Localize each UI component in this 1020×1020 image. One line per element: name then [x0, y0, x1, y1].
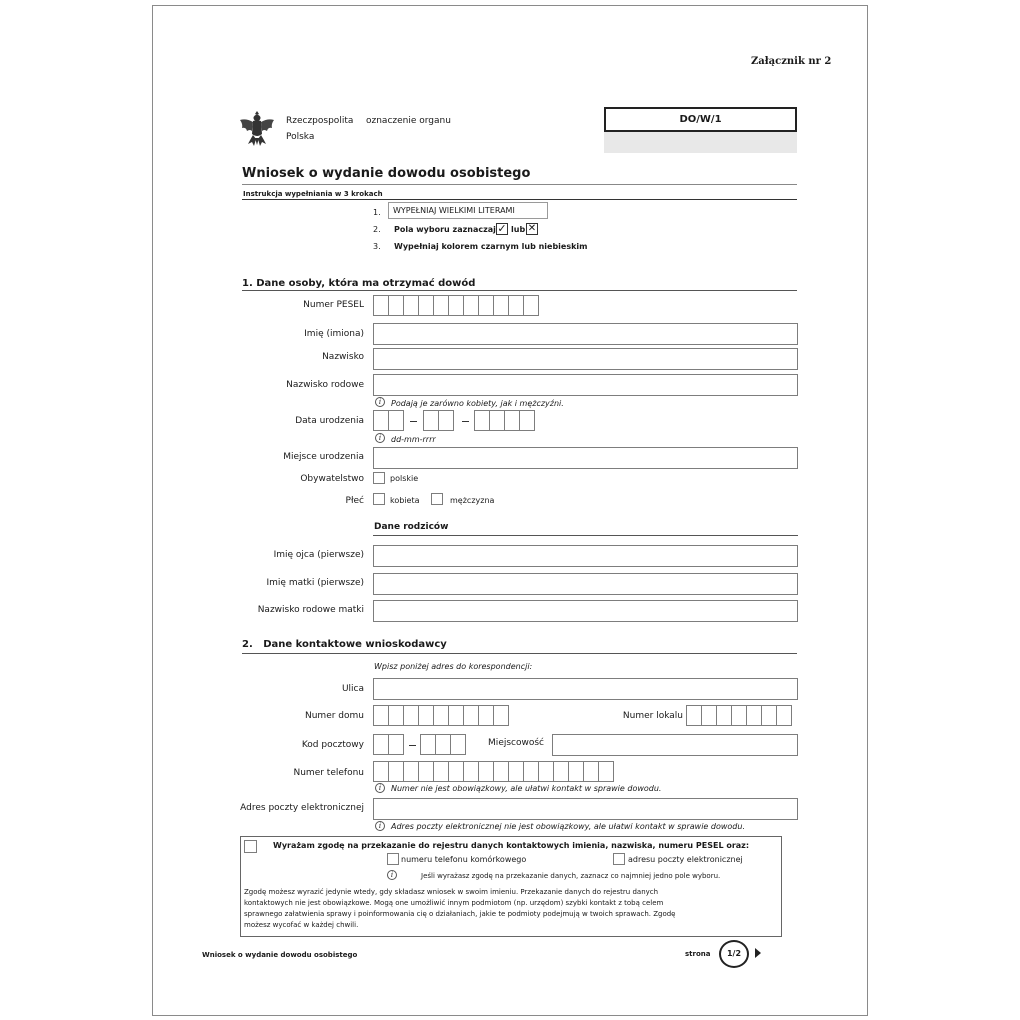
authority-stamp-area[interactable] — [604, 132, 797, 153]
birth-date-label: Data urodzenia — [295, 416, 364, 426]
info-icon: i — [387, 870, 397, 880]
postal-code-part2-input[interactable] — [420, 734, 465, 755]
sex-female-label: kobieta — [390, 496, 420, 505]
step3-number: 3. — [373, 242, 381, 251]
family-name-input[interactable] — [373, 374, 798, 396]
pesel-input[interactable] — [373, 295, 538, 316]
citizenship-polish-checkbox[interactable] — [373, 472, 385, 484]
citizenship-option-label: polskie — [390, 474, 419, 483]
title-divider — [242, 184, 797, 185]
date-separator — [462, 421, 469, 422]
sex-male-label: mężczyzna — [450, 496, 495, 505]
phone-label: Numer telefonu — [293, 768, 364, 778]
consent-paragraph-line1: Zgodę możesz wyrazić jedynie wtedy, gdy składasz wniosek w swoim imieniu. Przekazanie danych do rejestru danych — [244, 888, 659, 896]
section2-divider — [242, 653, 797, 654]
first-name-label: Imię (imiona) — [304, 329, 364, 339]
address-hint: Wpisz poniżej adres do korespondencji: — [374, 662, 533, 671]
consent-email-label: adresu poczty elektronicznej — [628, 855, 743, 864]
flat-number-label: Numer lokalu — [622, 711, 683, 721]
page-number-badge: 1/2 — [719, 940, 749, 968]
birth-month-input[interactable] — [423, 410, 453, 431]
flat-number-input[interactable] — [686, 705, 791, 726]
attachment-label: Załącznik nr 2 — [751, 56, 832, 67]
email-input[interactable] — [373, 798, 798, 820]
consent-main-checkbox[interactable] — [244, 840, 257, 853]
citizenship-label: Obywatelstwo — [300, 474, 364, 484]
sex-male-checkbox[interactable] — [431, 493, 443, 505]
birth-year-input[interactable] — [474, 410, 534, 431]
surname-label: Nazwisko — [322, 352, 364, 362]
instructions-heading: Instrukcja wypełniania w 3 krokach — [243, 190, 383, 198]
mother-family-name-label: Nazwisko rodowe matki — [257, 605, 364, 615]
birth-place-label: Miejsce urodzenia — [283, 452, 364, 462]
birth-day-input[interactable] — [373, 410, 403, 431]
street-input[interactable] — [373, 678, 798, 700]
father-name-input[interactable] — [373, 545, 798, 567]
consent-phone-label: numeru telefonu komórkowego — [401, 855, 527, 864]
mother-name-label: Imię matki (pierwsze) — [266, 578, 364, 588]
checkmark-example-icon: ✓ — [497, 222, 507, 235]
email-hint: Adres poczty elektronicznej nie jest obowiązkowy, ale ułatwi kontakt w sprawie dowodu. — [391, 822, 745, 831]
consent-paragraph-line4: możesz wycofać w każdej chwili. — [244, 921, 359, 929]
info-icon: i — [375, 783, 385, 793]
consent-hint: Jeśli wyrażasz zgodę na przekazanie danych, zaznacz co najmniej jedno pole wyboru. — [421, 872, 721, 880]
surname-input[interactable] — [373, 348, 798, 370]
page-title: Wniosek o wydanie dowodu osobistego — [242, 166, 531, 181]
street-label: Ulica — [341, 684, 364, 694]
consent-paragraph-line2: kontaktowych nie jest obowiązkowe. Mogą one umożliwić innym podmiotom (np. urzędom) szybki kontakt z tobą celem — [244, 899, 664, 907]
info-icon: i — [375, 433, 385, 443]
pesel-label: Numer PESEL — [303, 300, 364, 310]
first-name-input[interactable] — [373, 323, 798, 345]
step1-number: 1. — [373, 208, 381, 217]
parents-divider — [373, 535, 798, 536]
postal-code-part1-input[interactable] — [373, 734, 403, 755]
consent-paragraph-line3: sprawnego załatwienia sprawy i poinformowania cię o działaniach, jakie te podmioty podejmują w twoich sprawach. Zgodę — [244, 910, 676, 918]
cross-example-icon: ✕ — [527, 223, 537, 234]
house-number-input[interactable] — [373, 705, 508, 726]
mother-family-name-input[interactable] — [373, 600, 798, 622]
email-label: Adres poczty elektronicznej — [240, 803, 364, 813]
father-name-label: Imię ojca (pierwsze) — [273, 550, 364, 560]
postal-separator — [409, 745, 416, 746]
instructions-divider — [242, 199, 797, 200]
section1-heading: 1. Dane osoby, która ma otrzymać dowód — [242, 278, 476, 289]
section2-heading: 2. Dane kontaktowe wnioskodawcy — [242, 639, 447, 650]
section1-divider — [242, 290, 797, 291]
step1-text: WYPEŁNIAJ WIELKIMI LITERAMI — [388, 202, 548, 219]
next-page-arrow-icon[interactable] — [755, 948, 761, 958]
polish-eagle-icon — [238, 108, 276, 148]
phone-hint: Numer nie jest obowiązkowy, ale ułatwi kontakt w sprawie dowodu. — [391, 784, 662, 793]
parents-heading: Dane rodziców — [374, 522, 449, 532]
city-label: Miejscowość — [488, 738, 544, 748]
birth-place-input[interactable] — [373, 447, 798, 469]
sex-female-checkbox[interactable] — [373, 493, 385, 505]
info-icon: i — [375, 821, 385, 831]
mother-name-input[interactable] — [373, 573, 798, 595]
house-number-label: Numer domu — [305, 711, 364, 721]
postal-code-label: Kod pocztowy — [301, 740, 364, 750]
step2-or: lub — [511, 225, 526, 234]
country-name-line2: Polska — [286, 132, 315, 142]
step2-text: Pola wyboru zaznaczaj — [394, 225, 496, 234]
authority-label: oznaczenie organu — [366, 116, 451, 126]
date-separator — [410, 421, 417, 422]
info-icon: i — [375, 397, 385, 407]
phone-input[interactable] — [373, 761, 613, 782]
consent-email-checkbox[interactable] — [613, 853, 625, 865]
footer-page-label: strona — [685, 950, 711, 958]
birth-date-hint: dd-mm-rrrr — [391, 435, 436, 444]
country-name-line1: Rzeczpospolita — [286, 116, 354, 126]
step2-number: 2. — [373, 225, 381, 234]
step3-text: Wypełniaj kolorem czarnym lub niebieskim — [394, 242, 588, 251]
family-name-hint: Podają je zarówno kobiety, jak i mężczyźni. — [391, 399, 564, 408]
footer-document-name: Wniosek o wydanie dowodu osobistego — [202, 951, 358, 959]
sex-label: Płeć — [345, 496, 364, 506]
form-code-box: DO/W/1 — [604, 107, 797, 132]
consent-main-text: Wyrażam zgodę na przekazanie do rejestru danych kontaktowych imienia, nazwiska, numeru PESEL oraz: — [273, 841, 750, 850]
city-input[interactable] — [552, 734, 798, 756]
family-name-label: Nazwisko rodowe — [286, 380, 364, 390]
consent-phone-checkbox[interactable] — [387, 853, 399, 865]
